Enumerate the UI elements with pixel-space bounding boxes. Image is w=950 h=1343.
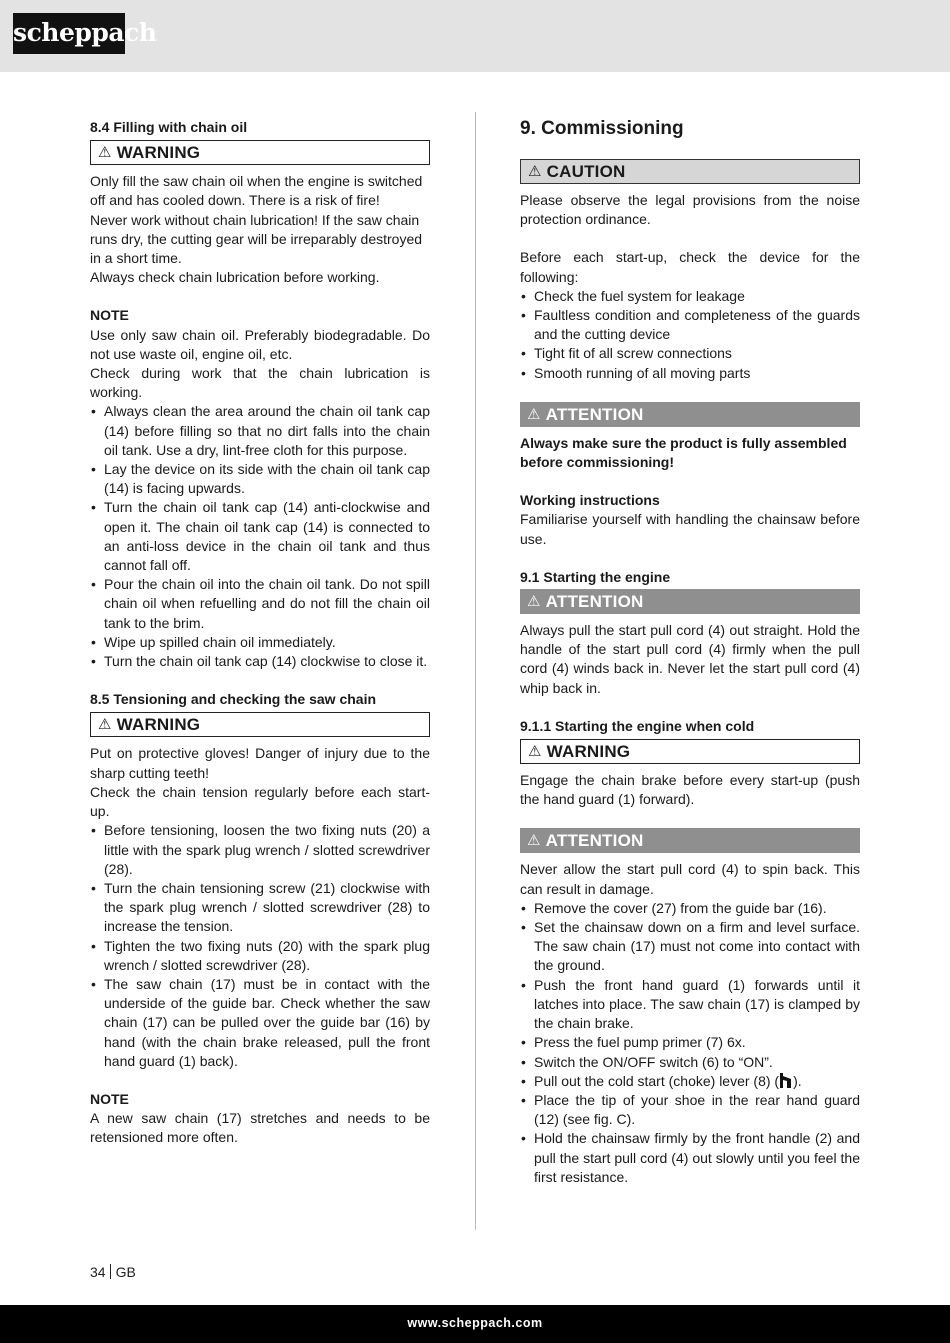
paragraph: Check the chain tension regularly before each start-up. xyxy=(90,783,430,820)
paragraph: A new saw chain (17) stretches and needs to be retensioned more often. xyxy=(90,1110,430,1146)
section-8-5-title: 8.5 Tensioning and checking the saw chain xyxy=(90,691,377,708)
caution-label: CAUTION xyxy=(546,161,626,181)
list-item: • Pour the chain oil into the chain oil tank. Do not spill chain oil when refuelling and do not fill the chain oil tank to the brim. xyxy=(90,575,430,633)
list-item: • Push the front hand guard (1) forwards until it latches into place. The saw chain (17) is clamped by the chain brake. xyxy=(520,976,860,1034)
scheppach-logo: scheppach xyxy=(13,13,125,54)
page-number xyxy=(90,1264,136,1280)
website-url[interactable]: www.scheppach.com xyxy=(407,1316,543,1330)
section-9-1-1-title: 9.1.1 Starting the engine when cold xyxy=(520,717,755,734)
startup-checklist xyxy=(520,287,860,383)
warning-triangle-icon: ⚠ xyxy=(98,716,112,734)
paragraph: Please observe the legal provisions from the noise protection ordinance. xyxy=(520,192,860,228)
paragraph: Use only saw chain oil. Preferably biodegradable. Do not use waste oil, engine oil, etc. xyxy=(90,326,430,362)
attention-box xyxy=(520,828,860,853)
list-item: • Lay the device on its side with the chain oil tank cap (14) is facing upwards. xyxy=(90,460,430,498)
list-item: • Switch the ON/OFF switch (6) to “ON”. xyxy=(520,1053,860,1072)
note-title: NOTE xyxy=(90,307,129,324)
warning-label: WARNING xyxy=(116,143,201,163)
list-item: • Wipe up spilled chain oil immediately. xyxy=(90,633,430,652)
paragraph: Familiarise yourself with handling the chainsaw before use. xyxy=(520,511,860,547)
attention-label: ATTENTION xyxy=(545,591,644,611)
paragraph: Always make sure the product is fully assembled before commissioning! xyxy=(520,434,847,471)
right-column xyxy=(520,118,860,1187)
warning-triangle-icon: ⚠ xyxy=(528,742,542,760)
working-instructions-title: Working instructions xyxy=(520,492,660,509)
left-column xyxy=(90,118,430,1148)
paragraph: Put on protective gloves! Danger of injury due to the sharp cutting teeth! xyxy=(90,745,430,781)
list-item: • Before tensioning, loosen the two fixing nuts (20) a little with the spark plug wrench / slotted screwdriver (28). xyxy=(90,821,430,879)
list-item: • Hold the chainsaw firmly by the front handle (2) and pull the start pull cord (4) out slowly until you feel the first resistance. xyxy=(520,1129,860,1187)
chain-tension-steps xyxy=(90,821,430,1071)
paragraph: Only fill the saw chain oil when the engine is switched off and has cooled down. There is a risk of fire! xyxy=(90,173,423,209)
list-item xyxy=(520,1072,860,1091)
oil-filling-steps xyxy=(90,402,430,671)
section-9-title: 9. Commissioning xyxy=(520,118,684,139)
paragraph: Always check chain lubrication before working. xyxy=(90,269,380,286)
section-9-1-title: 9.1 Starting the engine xyxy=(520,568,671,585)
attention-box xyxy=(520,589,860,614)
warning-triangle-icon: ⚠ xyxy=(527,832,541,850)
paragraph: Never work without chain lubrication! If the saw chain runs dry, the cutting gear will be irreparably destroyed in a short time. xyxy=(90,211,423,267)
warning-box xyxy=(520,739,860,764)
warning-box xyxy=(90,140,430,165)
warning-label: WARNING xyxy=(546,741,631,761)
list-item: • The saw chain (17) must be in contact with the underside of the guide bar. Check whether the saw chain (17) can be pulled over the guide bar (16) by hand (with the chain brake released, pull the front hand guard (1) back). xyxy=(90,975,430,1071)
list-item: • Turn the chain oil tank cap (14) anti-clockwise and open it. The chain oil tank cap (14) is connected to an anti-loss device in the chain oil tank and thus cannot fall off. xyxy=(90,498,430,575)
section-8-4-title: 8.4 Filling with chain oil xyxy=(90,119,248,135)
column-divider xyxy=(475,112,476,1230)
caution-box xyxy=(520,159,860,184)
cold-start-steps xyxy=(520,899,860,1187)
list-item: • Turn the chain tensioning screw (21) clockwise with the spark plug wrench / slotted screwdriver (28) to increase the tension. xyxy=(90,879,430,937)
attention-label: ATTENTION xyxy=(545,404,644,424)
header-band xyxy=(0,0,950,72)
list-item: • Remove the cover (27) from the guide bar (16). xyxy=(520,899,860,918)
language-code: GB xyxy=(115,1264,136,1280)
paragraph: Always pull the start pull cord (4) out straight. Hold the handle of the start pull cord (4) firmly when the pull cord (4) winds back in. Never let the start pull cord (4) whip back in. xyxy=(520,622,860,696)
warning-triangle-icon: ⚠ xyxy=(528,162,542,180)
list-item: • Press the fuel pump primer (7) 6x. xyxy=(520,1033,860,1052)
warning-triangle-icon: ⚠ xyxy=(527,592,541,610)
list-item: • Faultless condition and completeness of the guards and the cutting device xyxy=(520,306,860,344)
list-item: • Tighten the two fixing nuts (20) with the spark plug wrench / slotted screwdriver (28). xyxy=(90,937,430,975)
page-number-value: 34 xyxy=(90,1264,106,1280)
attention-label: ATTENTION xyxy=(545,831,644,851)
choke-lever-icon xyxy=(779,1072,793,1089)
choke-text: ). xyxy=(793,1072,802,1089)
choke-text: Pull out the cold start (choke) lever (8) ( xyxy=(534,1072,780,1089)
list-item: • Tight fit of all screw connections xyxy=(520,344,860,363)
warning-triangle-icon: ⚠ xyxy=(527,405,541,423)
paragraph: Never allow the start pull cord (4) to spin back. This can result in damage. xyxy=(520,861,860,897)
list-item: • Always clean the area around the chain oil tank cap (14) before filling so that no dirt falls into the chain oil tank. Use a dry, lint-free cloth for this purpose. xyxy=(90,402,430,460)
warning-label: WARNING xyxy=(116,715,201,735)
paragraph: Engage the chain brake before every start-up (push the hand guard (1) forward). xyxy=(520,772,860,808)
paragraph: Before each start-up, check the device for the following: xyxy=(520,249,860,285)
warning-triangle-icon: ⚠ xyxy=(98,144,112,162)
attention-box xyxy=(520,402,860,427)
list-item: • Set the chainsaw down on a firm and level surface. The saw chain (17) must not come into contact with the ground. xyxy=(520,918,860,976)
footer-band xyxy=(0,1305,950,1343)
warning-box xyxy=(90,712,430,737)
list-item: • Smooth running of all moving parts xyxy=(520,364,860,383)
list-item: • Check the fuel system for leakage xyxy=(520,287,860,306)
list-item: • Turn the chain oil tank cap (14) clockwise to close it. xyxy=(90,652,430,671)
list-item: • Place the tip of your shoe in the rear hand guard (12) (see fig. C). xyxy=(520,1091,860,1129)
paragraph: Check during work that the chain lubrication is working. xyxy=(90,365,430,401)
note-title: NOTE xyxy=(90,1090,129,1107)
